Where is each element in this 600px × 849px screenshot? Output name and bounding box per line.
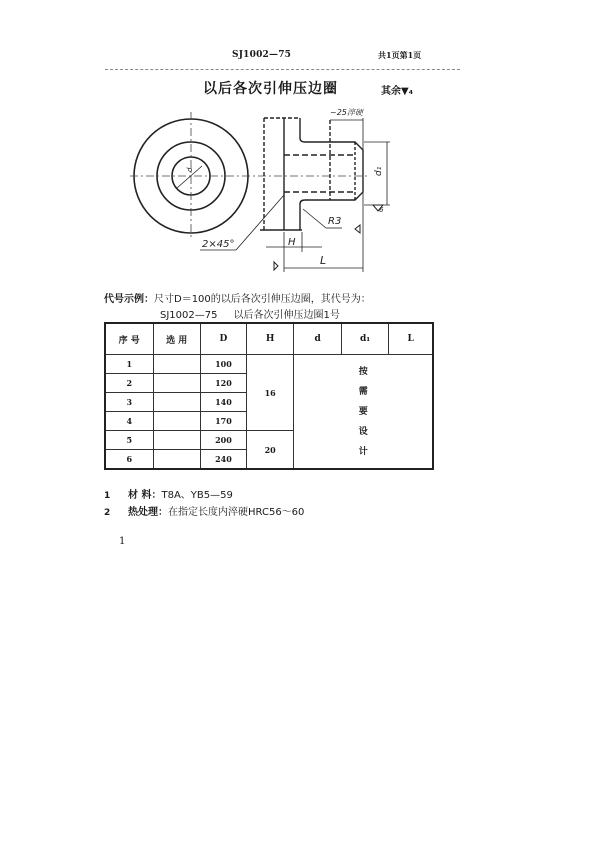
h-group-16: 16 (246, 355, 294, 431)
standard-code: SJ1002—75 (232, 50, 292, 60)
col-header: d₁ (341, 323, 389, 355)
radius-label: R3 (328, 216, 342, 227)
header-rule (105, 69, 460, 70)
spec-table (104, 322, 434, 470)
col-header: H (246, 323, 294, 355)
page-number: 1 (119, 536, 126, 547)
example-code: SJ1002—75 (160, 310, 218, 321)
example-line (104, 290, 371, 305)
example-label: 代号示例： (104, 294, 154, 305)
example-text: 尺寸D＝100的以后各次引伸压边圈，其代号为： (154, 294, 371, 305)
chamfer-label: 2×45° (202, 239, 235, 250)
col-header: 序 号 (105, 323, 153, 355)
finish-6-label: 6 (379, 206, 384, 214)
table-row: 1 100 16 按 需 要 设 计 (105, 355, 433, 374)
note-heat-treatment: 2 热处理：在指定长度内淬硬HRC56～60 (104, 507, 305, 518)
example-code-name: 以后各次引伸压边圈1号 (233, 310, 340, 321)
col-header: 选 用 (153, 323, 201, 355)
h-group-20: 20 (246, 431, 294, 470)
svg-text:d: d (186, 167, 194, 172)
table-row: 5 200 20 (105, 431, 433, 450)
merged-design-note: 按 需 要 设 计 (294, 355, 433, 470)
height-label: H (288, 237, 296, 248)
table-row: 6 240 (105, 450, 433, 470)
roughness-note: 其余▼₄ (381, 86, 414, 97)
d1-label: d₁ (374, 166, 384, 176)
table-row: 3 140 (105, 393, 433, 412)
col-header: L (389, 323, 433, 355)
hardened-label: ~25淬硬 (330, 108, 363, 117)
table-row: 4 170 (105, 412, 433, 431)
table-row: 2 120 (105, 374, 433, 393)
technical-drawing (130, 100, 400, 280)
col-header: d (294, 323, 341, 355)
length-label: L (320, 254, 327, 267)
col-header: D (201, 323, 247, 355)
page-info: 共1页第1页 (378, 50, 422, 60)
note-material: 1 材 料：T8A、YB5—59 (104, 490, 233, 501)
page-title: 以后各次引伸压边圈 (203, 81, 338, 97)
table-header-row (105, 323, 433, 355)
example-code-line (160, 306, 340, 321)
